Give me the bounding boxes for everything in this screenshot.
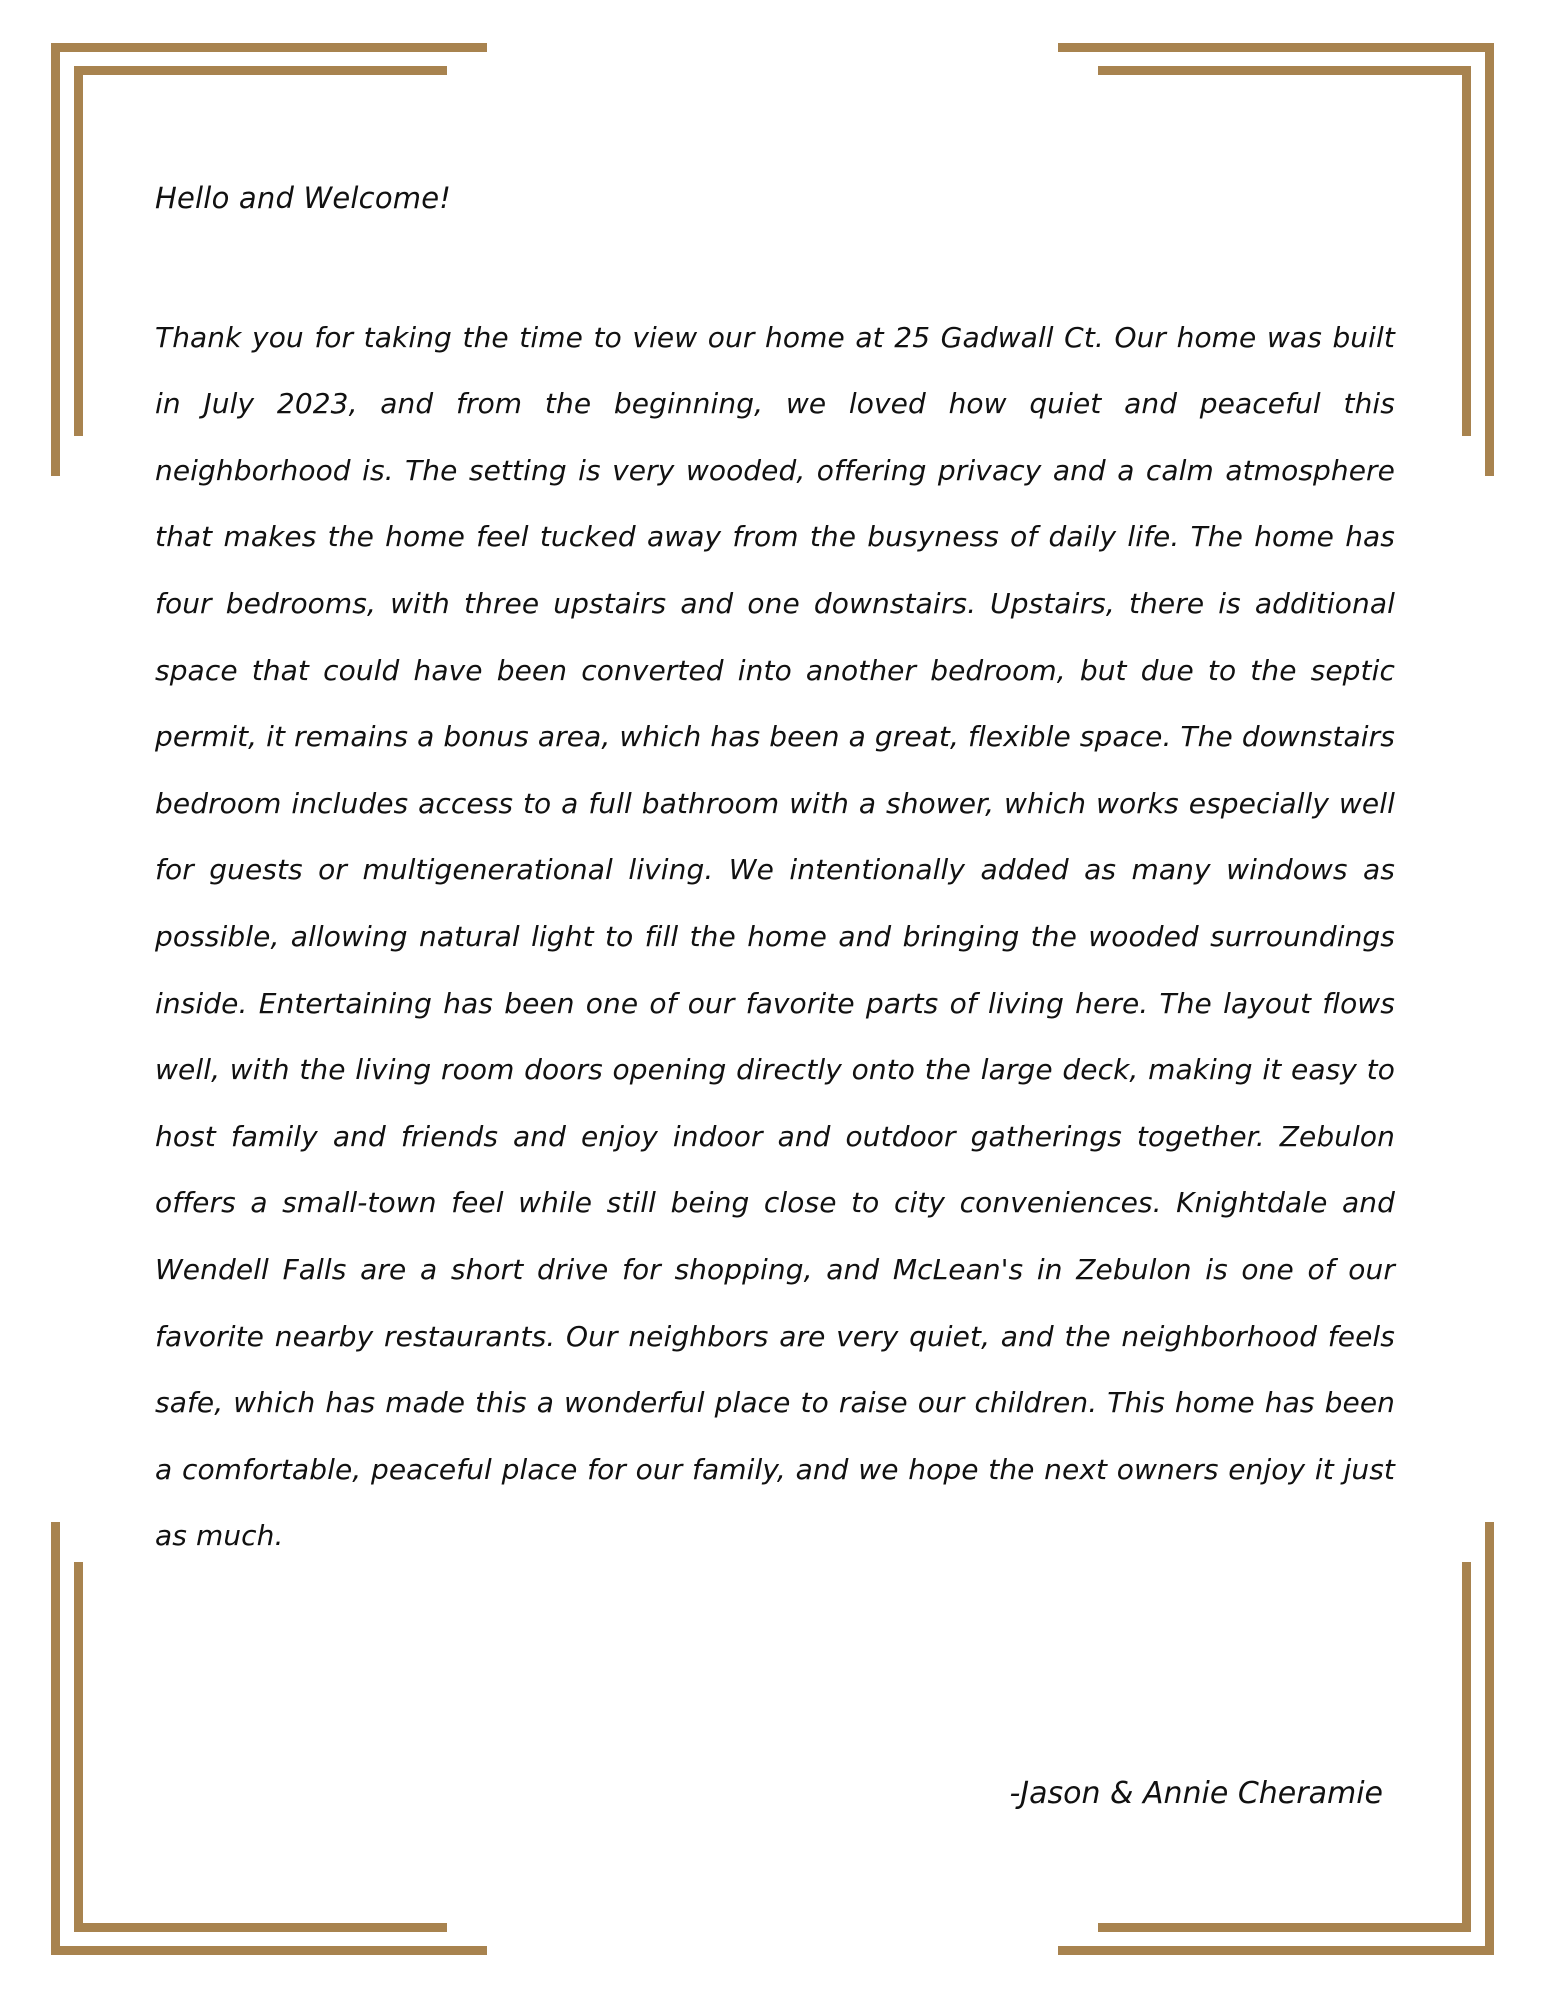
frame-top-left-outer-horizontal — [51, 43, 487, 52]
frame-bottom-right-outer-vertical — [1485, 1522, 1494, 1955]
frame-top-left-inner-horizontal — [74, 66, 447, 75]
letter-signature: -Jason & Annie Cheramie — [1009, 1776, 1383, 1811]
frame-top-left-inner-vertical — [74, 66, 83, 436]
frame-top-right-outer-vertical — [1485, 43, 1494, 476]
frame-top-right-inner-horizontal — [1098, 66, 1471, 75]
frame-bottom-right-inner-horizontal — [1098, 1923, 1471, 1932]
letter-content — [155, 178, 1395, 1598]
letter-greeting: Hello and Welcome! — [155, 181, 452, 215]
frame-top-right-outer-horizontal — [1058, 43, 1494, 52]
letter-body: Thank you for taking the time to view our home at 25 Gadwall Ct. Our home was built in July 2023, and from the beginning, we loved how quiet and peaceful this neighborhood is. The setting is very wooded, offering privacy and a calm atmosphere that makes the home feel tucked away from the busyness of daily life. The home has four bedrooms, with three upstairs and one downstairs. Upstairs, there is additional space that could have been converted into another bedroom, but due to the septic permit, it remains a bonus area, which has been a great, flexible space. The downstairs bedroom includes access to a full bathroom with a shower, which works especially well for guests or multigenerational living. We intentionally added as many windows as possible, allowing natural light to fill the home and bringing the wooded surroundings inside. Entertaining has been one of our favorite parts of living here. The layout flows well, with the living room doors opening directly onto the large deck, making it easy to host family and friends and enjoy indoor and outdoor gatherings together. Zebulon offers a small-town feel while still being close to city conveniences. Knightdale and Wendell Falls are a short drive for shopping, and McLean's in Zebulon is one of our favorite nearby restaurants. Our neighbors are very quiet, and the neighborhood feels safe, which has made this a wonderful place to raise our children. This home has been a comfortable, peaceful place for our family, and we hope the next owners enjoy it just as much. — [155, 320, 1395, 1553]
frame-bottom-left-inner-horizontal — [74, 1923, 447, 1932]
frame-bottom-left-inner-vertical — [74, 1562, 83, 1932]
frame-bottom-right-outer-horizontal — [1058, 1946, 1494, 1955]
frame-top-right-inner-vertical — [1462, 66, 1471, 436]
frame-bottom-left-outer-vertical — [51, 1522, 60, 1955]
frame-bottom-right-inner-vertical — [1462, 1562, 1471, 1932]
frame-bottom-left-outer-horizontal — [51, 1946, 487, 1955]
frame-top-left-outer-vertical — [51, 43, 60, 476]
